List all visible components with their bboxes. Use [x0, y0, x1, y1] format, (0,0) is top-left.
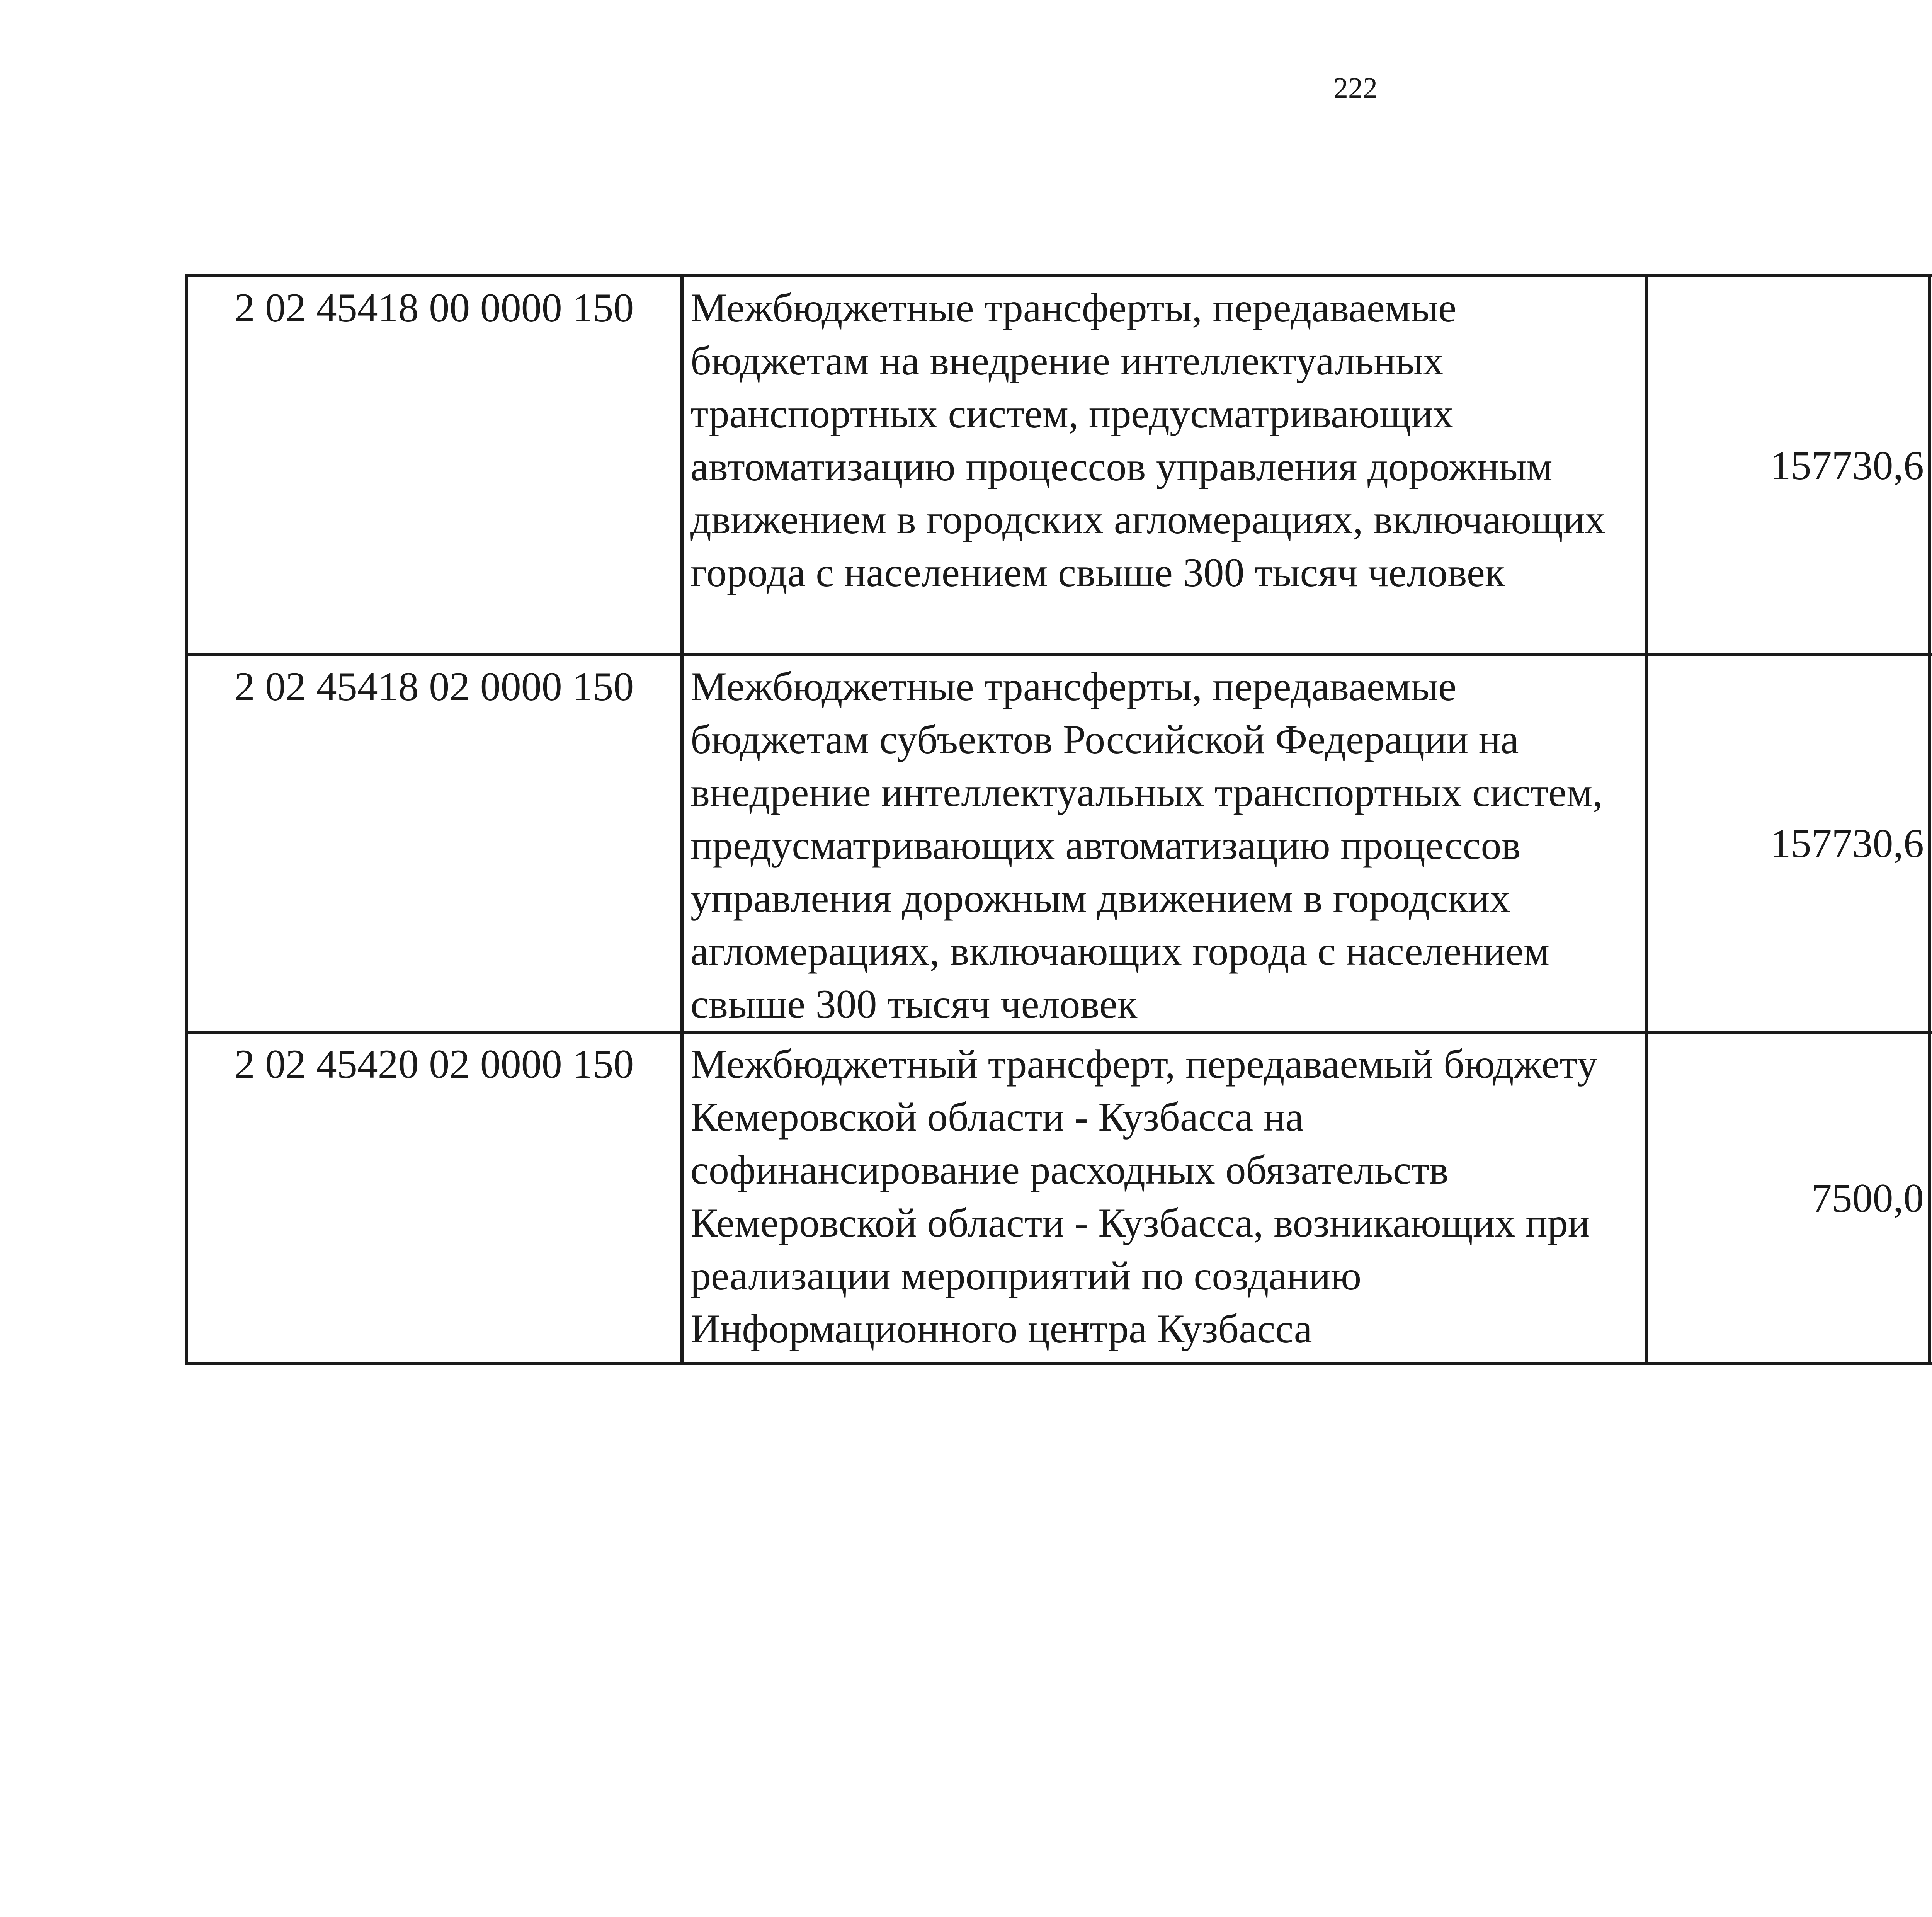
- budget-code-cell: 2 02 45418 00 0000 150: [186, 276, 682, 655]
- table-row: [186, 276, 1932, 655]
- amount-cell-2: [1929, 276, 1932, 655]
- budget-table: [185, 274, 1932, 1365]
- amount-cell: 157730,6: [1646, 276, 1929, 655]
- description-cell: Межбюджетный трансферт, передаваемый бюджету Кемеровской области - Кузбасса на софинансирование расходных обязательств Кемеровской области - Кузбасса, возникающих при реализации мероприятий по созданию Информационного центра Кузбасса: [682, 1032, 1646, 1364]
- amount-cell: 7500,0: [1646, 1032, 1929, 1364]
- budget-code-cell: 2 02 45418 02 0000 150: [186, 655, 682, 1032]
- amount-cell-2: [1929, 655, 1932, 1032]
- budget-code-cell: 2 02 45420 02 0000 150: [186, 1032, 682, 1364]
- description-cell: Межбюджетные трансферты, передаваемые бюджетам субъектов Российской Федерации на внедрение интеллектуальных транспортных систем, предусматривающих автоматизацию процессов управления дорожным движением в городских агломерациях, включающих города с населением свыше 300 тысяч человек: [682, 655, 1646, 1032]
- amount-cell: 157730,6: [1646, 655, 1929, 1032]
- table-row: [186, 1032, 1932, 1364]
- description-cell: Межбюджетные трансферты, передаваемые бюджетам на внедрение интеллектуальных транспортных систем, предусматривающих автоматизацию процессов управления дорожным движением в городских агломерациях, включающих города с населением свыше 300 тысяч человек: [682, 276, 1646, 655]
- page-number: 222: [1333, 72, 1378, 104]
- amount-cell-2: [1929, 1032, 1932, 1364]
- table-row: [186, 655, 1932, 1032]
